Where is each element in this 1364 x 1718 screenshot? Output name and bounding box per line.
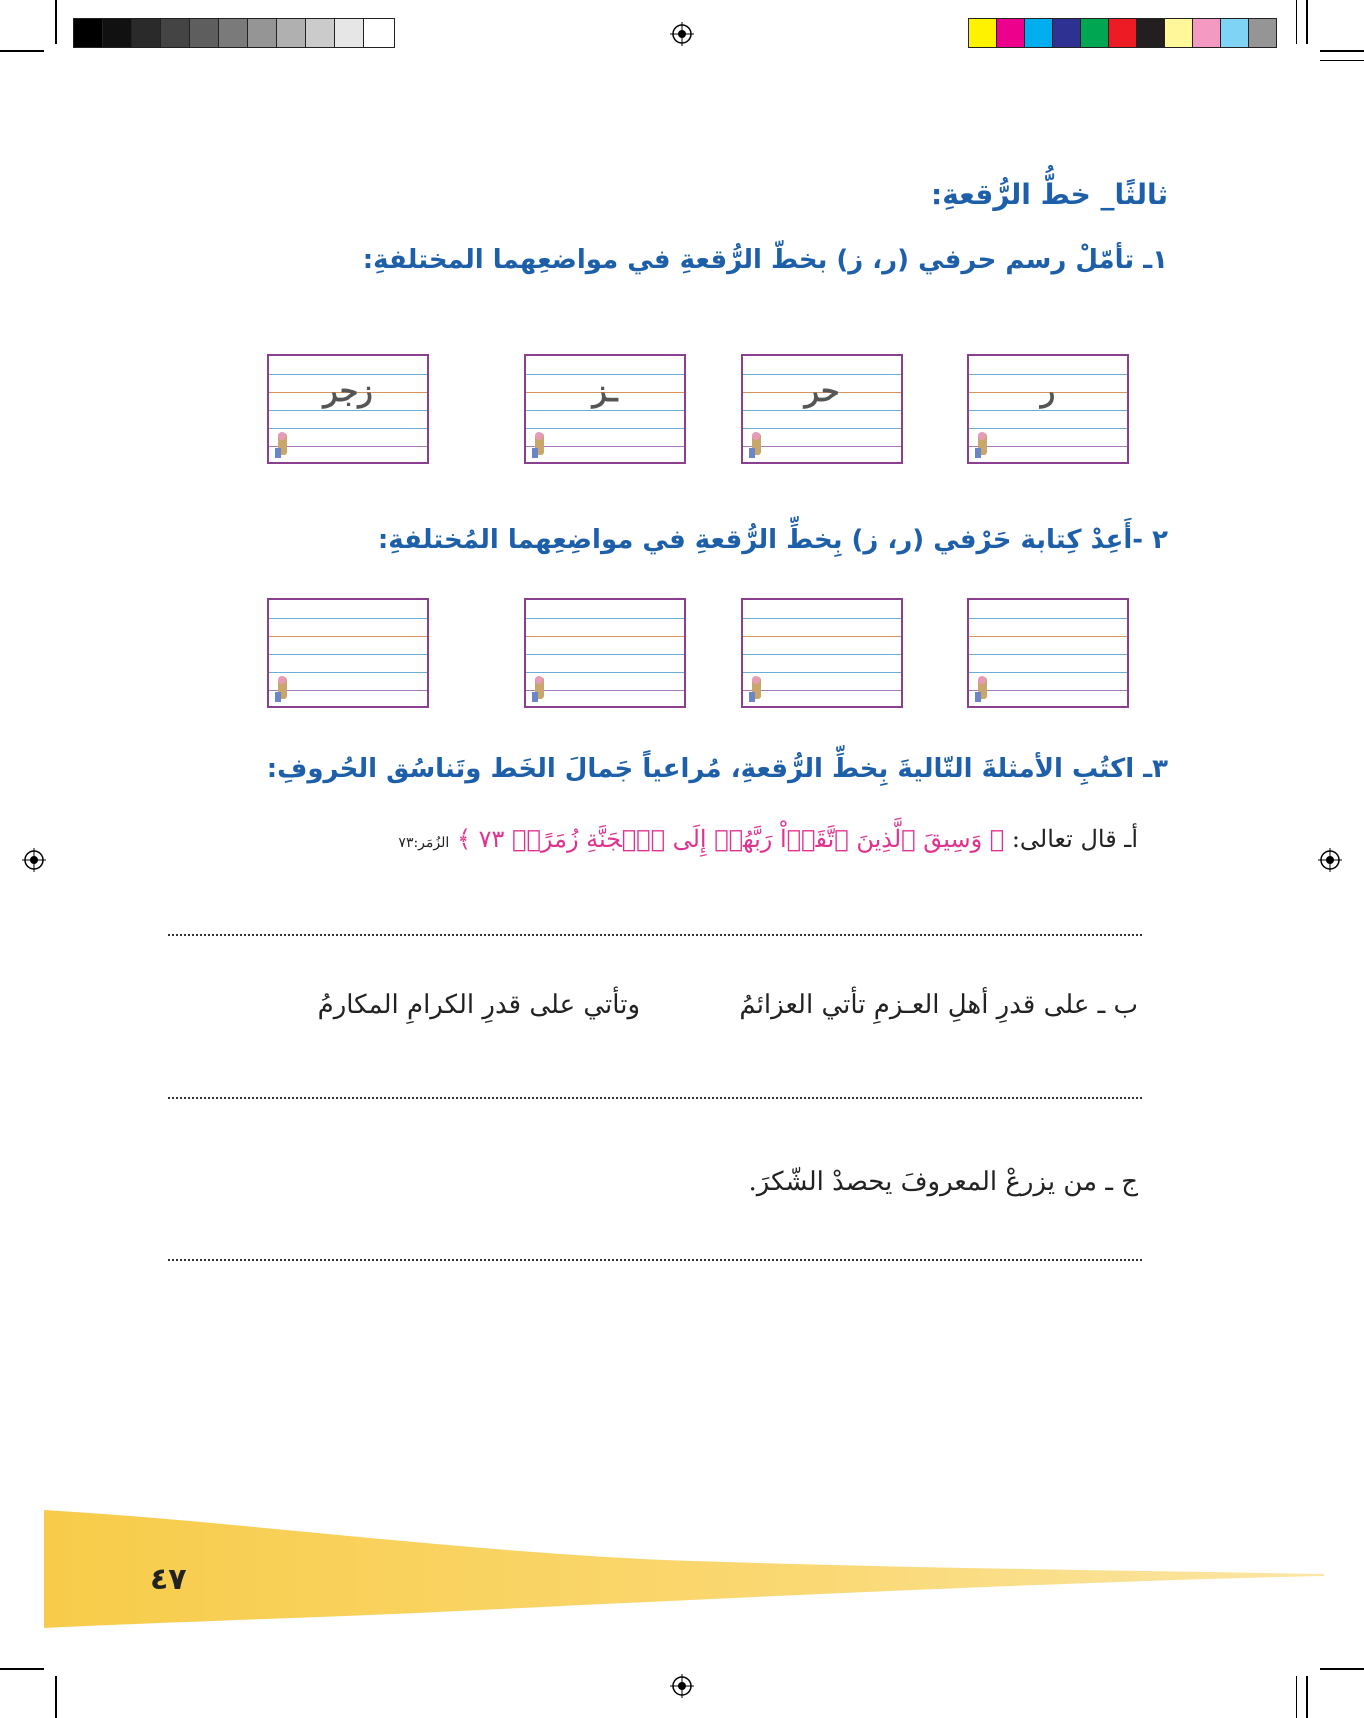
crop-mark	[1306, 0, 1308, 44]
example-box-isolated	[967, 354, 1129, 464]
question-3-label: ٣ـ اكتُبِ الأمثلةَ التّاليةَ بِخطِّ الرُّقعةِ، مُراعياً جَمالَ الخَط وتَناسُق الحُروفِ:	[266, 754, 1168, 784]
crop-mark	[1320, 60, 1364, 61]
crop-mark	[1306, 1676, 1308, 1718]
writing-line[interactable]	[168, 1259, 1142, 1261]
pen-character-icon	[745, 430, 767, 460]
practice-box[interactable]	[741, 598, 903, 708]
example-glyph: ـز	[592, 374, 618, 409]
practice-box[interactable]	[524, 598, 686, 708]
question-1-label: ١ـ تأمّلْ رسم حرفي (ر، ز) بخطّ الرُّقعةِ في مواضعِهما المختلفةِ:	[362, 245, 1168, 275]
example-a-intro: أـ قال تعالى:	[1011, 825, 1138, 853]
quran-verse: ﴿ وَسِيقَ ٱلَّذِينَ ٱتَّقَوۡاْ رَبَّهُمۡ إِلَى ٱلۡجَنَّةِ زُمَرًاۚ ٧٣ ﴾	[456, 825, 1005, 853]
example-b-second-hemistich: وتأتي على قدرِ الكرامِ المكارمُ	[317, 990, 640, 1020]
pen-character-icon	[745, 674, 767, 704]
example-glyph: زجر	[323, 374, 373, 409]
pen-character-icon	[271, 430, 293, 460]
crop-mark	[55, 0, 57, 44]
page-number: ٤٧	[150, 1562, 187, 1597]
registration-mark-icon	[22, 848, 46, 872]
example-c: ج ـ من يزرعْ المعروفَ يحصدْ الشّكرَ.	[748, 1167, 1138, 1197]
pen-character-icon	[271, 674, 293, 704]
example-box-word	[267, 354, 429, 464]
pen-character-icon	[971, 674, 993, 704]
example-a-line	[398, 825, 1138, 853]
writing-line[interactable]	[168, 1097, 1142, 1099]
crop-mark	[1320, 50, 1364, 52]
question-2-label: ٢ -أَعِدْ كِتابة حَرْفي (ر، ز) بِخطِّ الرُّقعةِ في مواضِعِهما المُختلفةِ:	[377, 525, 1168, 555]
crop-mark	[1296, 1676, 1297, 1718]
writing-line[interactable]	[168, 934, 1142, 936]
practice-box[interactable]	[967, 598, 1129, 708]
crop-mark	[55, 1676, 57, 1718]
pen-character-icon	[528, 674, 550, 704]
example-glyph: حر	[804, 374, 840, 409]
example-glyph: ر	[1040, 374, 1056, 409]
crop-mark	[1320, 1668, 1364, 1670]
footer-band	[44, 1510, 1324, 1630]
example-box-final	[524, 354, 686, 464]
crop-mark	[0, 50, 44, 52]
pen-character-icon	[971, 430, 993, 460]
registration-mark-icon	[1318, 848, 1342, 872]
verse-reference: الزُمَر:٧٣	[398, 835, 450, 851]
registration-mark-icon	[670, 1674, 694, 1698]
crop-mark	[0, 1668, 44, 1670]
registration-mark-icon	[670, 22, 694, 46]
example-box-final-connected	[741, 354, 903, 464]
practice-box[interactable]	[267, 598, 429, 708]
pen-character-icon	[528, 430, 550, 460]
section-title: ثالثًا_ خطُّ الرُّقعةِ:	[931, 178, 1168, 211]
crop-mark	[1296, 0, 1297, 44]
example-b-first-hemistich: ب ـ على قدرِ أهلِ العـزمِ تأتي العزائمُ	[739, 990, 1138, 1020]
